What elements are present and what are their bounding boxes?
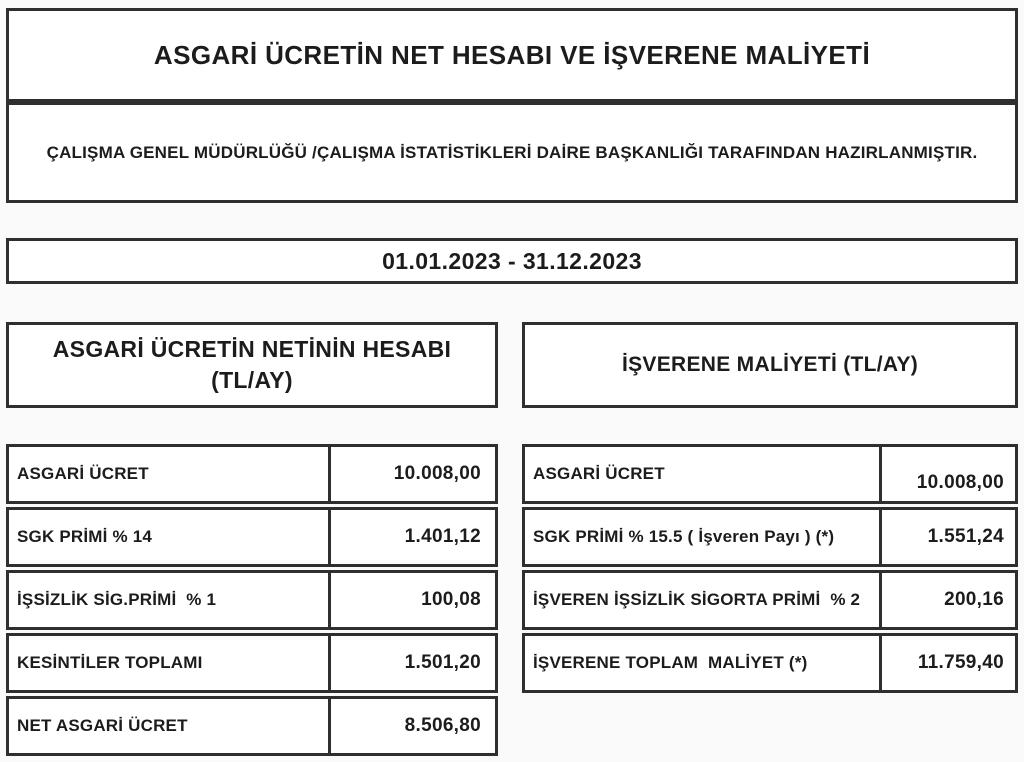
net-calc-title-box	[6, 322, 498, 408]
table-row	[522, 507, 1018, 567]
row-label: KESİNTİLER TOPLAMI	[9, 636, 331, 690]
subtitle-box	[6, 102, 1018, 203]
row-value: 1.401,12	[404, 526, 481, 547]
row-value: 1.551,24	[927, 526, 1004, 547]
net-calc-title-line2: (TL/AY)	[211, 367, 293, 393]
table-row	[6, 696, 498, 756]
row-label: SGK PRİMİ % 15.5 ( İşveren Payı ) (*)	[525, 510, 882, 564]
period-box	[6, 238, 1018, 284]
row-label: İŞSİZLİK SİG.PRİMİ % 1	[9, 573, 331, 627]
table-row	[6, 570, 498, 630]
row-value: 8.506,80	[404, 715, 481, 736]
row-label: SGK PRİMİ % 14	[9, 510, 331, 564]
employer-cost-column	[522, 322, 1018, 759]
row-value: 100,08	[421, 589, 481, 610]
subtitle-text: ÇALIŞMA GENEL MÜDÜRLÜĞÜ /ÇALIŞMA İSTATİSTİKLERİ DAİRE BAŞKANLIĞI TARAFINDAN HAZIRLANMIŞTIR.	[46, 142, 978, 162]
row-label: NET ASGARİ ÜCRET	[9, 699, 331, 753]
employer-cost-title: İŞVERENE MALİYETİ (TL/AY)	[621, 353, 919, 376]
two-column-area	[6, 322, 1018, 759]
net-calculation-column	[6, 322, 498, 759]
row-value: 1.501,20	[404, 652, 481, 673]
main-title-box	[6, 8, 1018, 102]
row-value: 11.759,40	[917, 652, 1004, 673]
employer-cost-table	[522, 444, 1018, 693]
row-label: ASGARİ ÜCRET	[525, 447, 882, 501]
employer-cost-title-box	[522, 322, 1018, 408]
net-calc-table	[6, 444, 498, 756]
table-row	[6, 633, 498, 693]
table-row	[522, 570, 1018, 630]
table-row	[6, 444, 498, 504]
row-value: 200,16	[944, 589, 1004, 610]
table-row	[522, 633, 1018, 693]
net-calc-title-line1: ASGARİ ÜCRETİN NETİNİN HESABI	[52, 336, 452, 362]
main-title: ASGARİ ÜCRETİN NET HESABI VE İŞVERENE MALİYETİ	[153, 39, 871, 70]
row-value: 10.008,00	[393, 463, 481, 484]
table-row	[522, 444, 1018, 504]
row-label: ASGARİ ÜCRET	[9, 447, 331, 501]
period-text: 01.01.2023 - 31.12.2023	[382, 247, 642, 274]
row-label: İŞVEREN İŞSİZLİK SİGORTA PRİMİ % 2	[525, 573, 882, 627]
table-row	[6, 507, 498, 567]
row-label: İŞVERENE TOPLAM MALİYET (*)	[525, 636, 882, 690]
row-value: 10.008,00	[916, 472, 1004, 493]
